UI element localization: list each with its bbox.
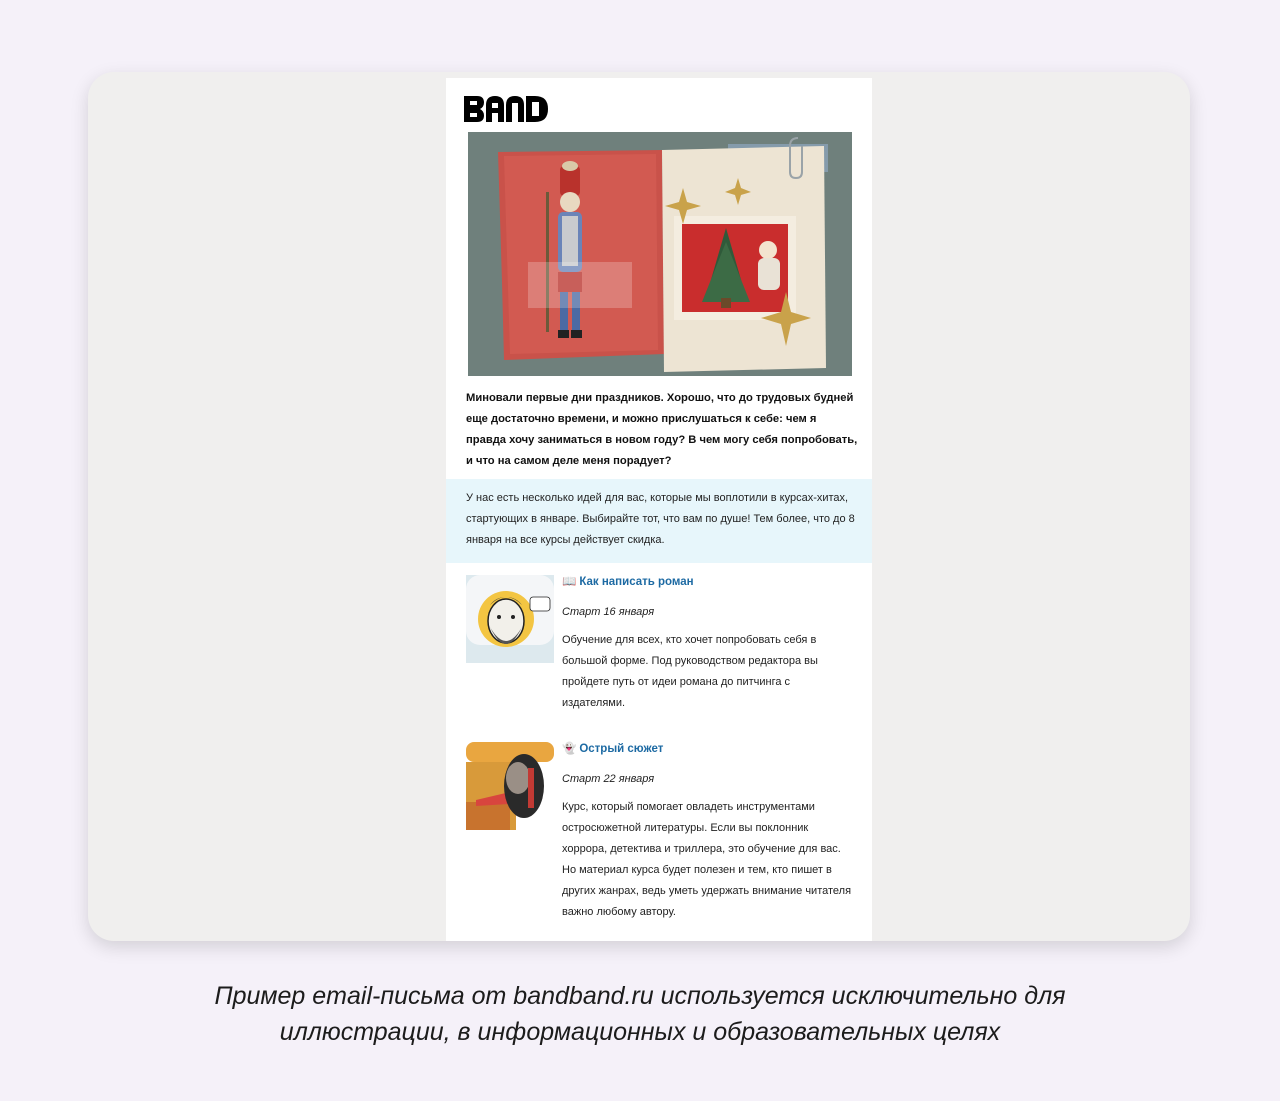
course-title-text: Как написать роман (579, 576, 694, 588)
course-start-date: Старт 16 января (562, 606, 655, 618)
hero-image (468, 132, 852, 376)
course-thumbnail-novel[interactable] (466, 575, 554, 663)
course-title-text: Острый сюжет (579, 743, 664, 755)
course-title-link[interactable] (562, 742, 663, 756)
course-thumbnail-thriller[interactable] (466, 742, 554, 830)
intro-text: Миновали первые дни праздников. Хорошо, что до трудовых будней еще достаточно времени, и можно прислушаться к себе: чем я правда хочу заниматься в новом году? В чем могу себя попробовать, и что на самом деле меня порадует? (466, 392, 858, 467)
course-title-link[interactable] (562, 575, 694, 589)
course-card (466, 575, 858, 720)
course-card (466, 742, 858, 932)
screenshot-frame (88, 72, 1190, 941)
promo-text: У нас есть несколько идей для вас, которые мы воплотили в курсах-хитах, стартующих в январе. Выбирайте тот, что вам по душе! Тем более, что до 8 января на все курсы действует скидка. (466, 492, 855, 546)
course-description: Курс, который помогает овладеть инструментами остросюжетной литературы. Если вы поклонник хоррора, детектива и триллера, это обучение для вас. Но материал курса будет полезен и тем, кто пишет в других жанрах, ведь уметь удержать внимание читателя важно любому автору. (562, 801, 852, 918)
caption-line-1: Пример email-письма от bandband.ru используется исключительно для (214, 982, 1066, 1010)
promo-block (446, 479, 872, 563)
course-description: Обучение для всех, кто хочет попробовать себя в большой форме. Под руководством редактора вы пройдете путь от идеи романа до питчинга с издателями. (562, 634, 818, 709)
email-body (446, 78, 872, 941)
course-start-date: Старт 22 января (562, 773, 655, 785)
band-logo[interactable] (464, 96, 548, 122)
book-emoji-icon: 📖 (562, 576, 577, 588)
image-caption (0, 978, 1280, 1050)
caption-line-2: иллюстрации, в информационных и образовательных целях (279, 1018, 1001, 1046)
ghost-emoji-icon: 👻 (562, 743, 577, 755)
